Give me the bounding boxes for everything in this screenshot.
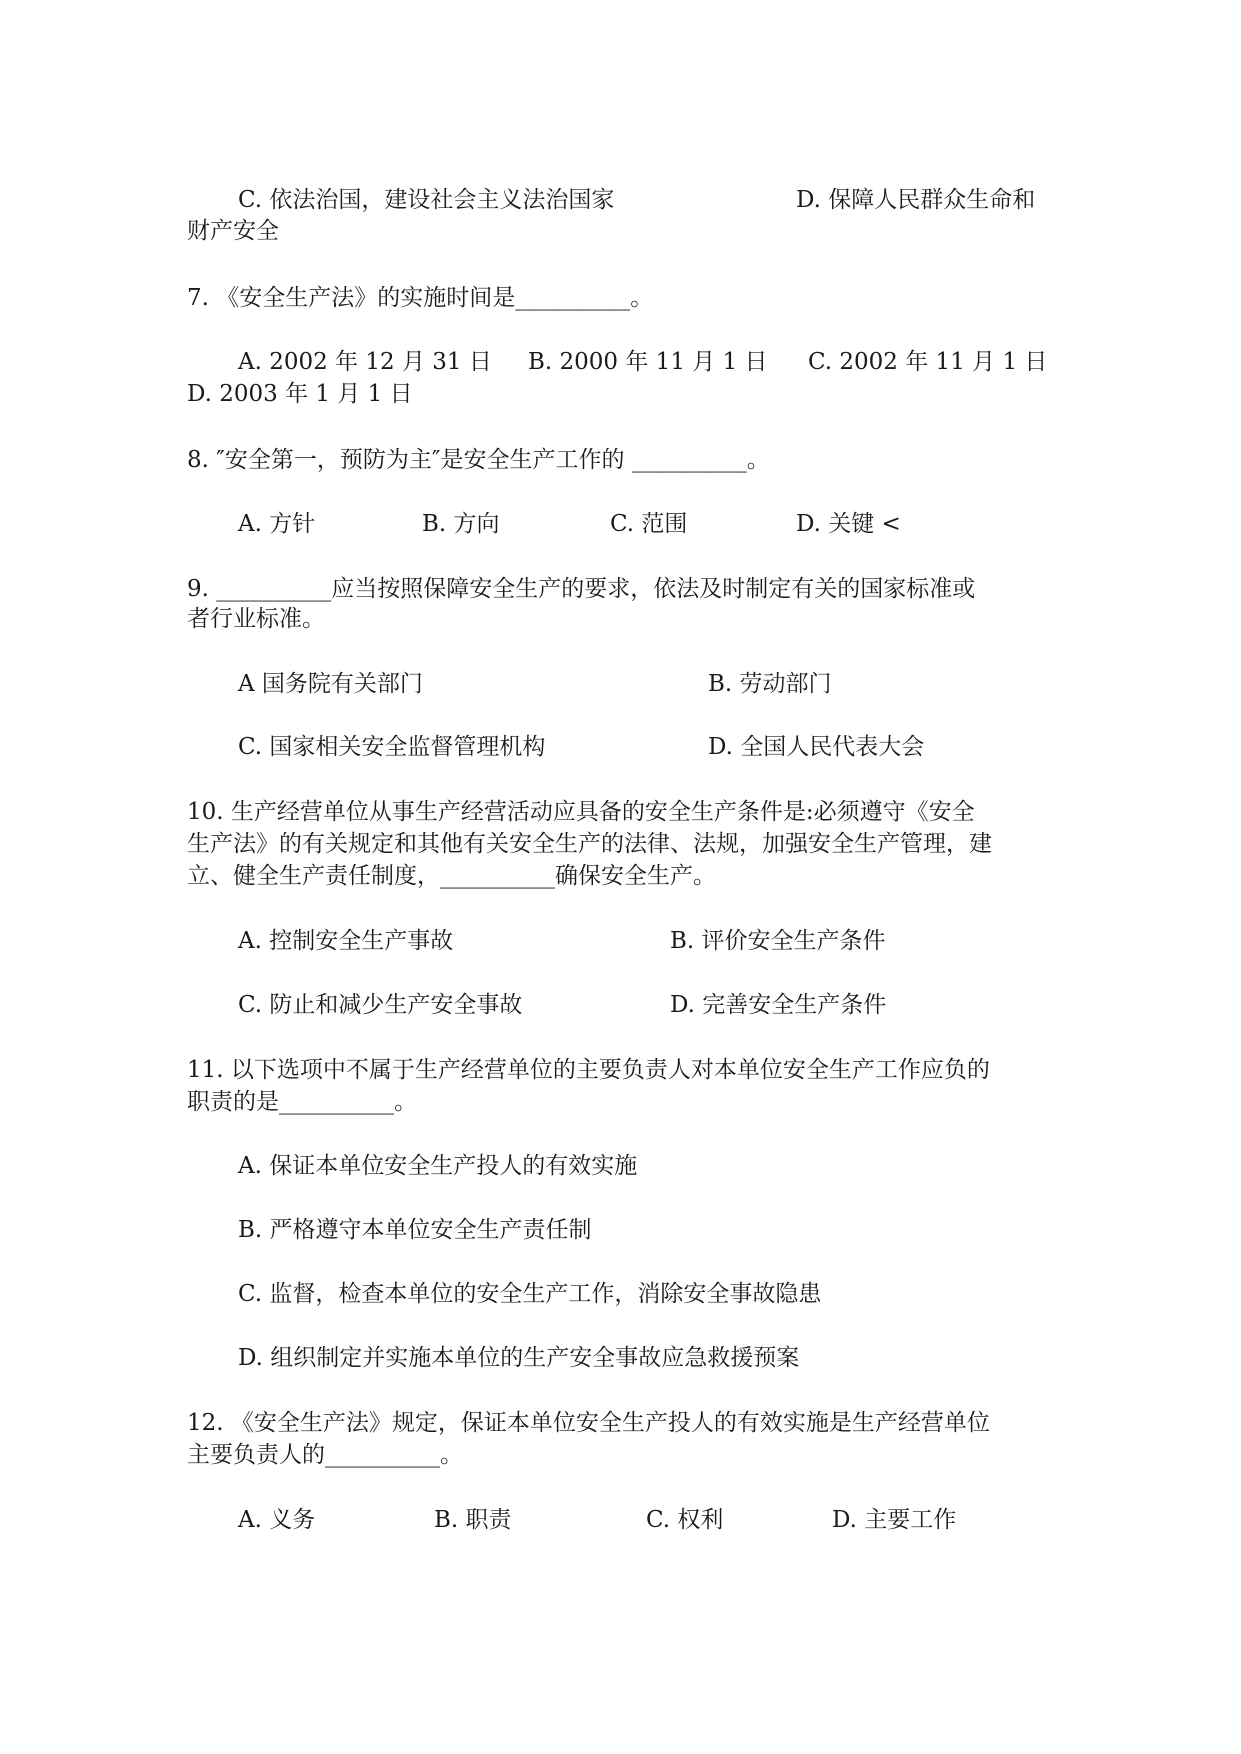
question-10: 10. 生产经营单位从事生产经营活动应具备的安全生产条件是:必须遵守《安全 <box>187 799 975 825</box>
q12-option-c: C. 权利 <box>646 1507 724 1533</box>
q10-option-b: B. 评价安全生产条件 <box>670 928 886 954</box>
q11-option-a: A. 保证本单位安全生产投人的有效实施 <box>238 1153 638 1179</box>
q12-option-a: A. 义务 <box>238 1507 316 1533</box>
question-8: 8. ″安全第一，预防为主″是安全生产工作的 __________。 <box>187 447 770 473</box>
question-7: 7. 《安全生产法》的实施时间是__________。 <box>187 285 654 311</box>
q8-option-b: B. 方向 <box>422 511 500 537</box>
question-12: 12. 《安全生产法》规定，保证本单位安全生产投人的有效实施是生产经营单位 <box>187 1410 990 1436</box>
question-12-cont: 主要负责人的__________。 <box>187 1442 463 1468</box>
question-10-cont-2: 立、健全生产责任制度，__________确保安全生产。 <box>187 863 716 889</box>
question-9: 9. __________应当按照保障安全生产的要求，依法及时制定有关的国家标准或 <box>187 576 976 602</box>
q12-option-b: B. 职责 <box>434 1507 512 1533</box>
q10-option-c: C. 防止和减少生产安全事故 <box>238 992 523 1018</box>
q10-option-a: A. 控制安全生产事故 <box>238 928 454 954</box>
q6-option-d: D. 保障人民群众生命和 <box>796 187 1036 213</box>
question-11-cont: 职责的是__________。 <box>187 1089 417 1115</box>
q8-option-d: D. 关键 < <box>796 511 901 537</box>
q9-option-d: D. 全国人民代表大会 <box>708 734 925 760</box>
q6-option-d-cont: 财产安全 <box>187 218 279 244</box>
q11-option-b: B. 严格遵守本单位安全生产责任制 <box>238 1217 592 1243</box>
question-10-cont-1: 生产法》的有关规定和其他有关安全生产的法律、法规，加强安全生产管理，建 <box>187 831 992 857</box>
q8-option-c: C. 范围 <box>610 511 688 537</box>
q9-option-a: A 国务院有关部门 <box>238 671 423 697</box>
q6-option-c: C. 依法治国，建设社会主义法治国家 <box>238 187 615 213</box>
q7-option-c: C. 2002 年 11 月 1 日 <box>808 349 1048 375</box>
q8-option-a: A. 方针 <box>238 511 316 537</box>
question-9-cont: 者行业标准。 <box>187 606 325 632</box>
q12-option-d: D. 主要工作 <box>832 1507 957 1533</box>
q11-option-c: C. 监督，检查本单位的安全生产工作，消除安全事故隐患 <box>238 1281 822 1307</box>
q7-option-a: A. 2002 年 12 月 31 日 <box>238 349 492 375</box>
q9-option-b: B. 劳动部门 <box>708 671 832 697</box>
q10-option-d: D. 完善安全生产条件 <box>670 992 887 1018</box>
q7-option-d: D. 2003 年 1 月 1 日 <box>187 381 413 407</box>
q9-option-c: C. 国家相关安全监督管理机构 <box>238 734 546 760</box>
q7-option-b: B. 2000 年 11 月 1 日 <box>528 349 768 375</box>
question-11: 11. 以下选项中不属于生产经营单位的主要负责人对本单位安全生产工作应负的 <box>187 1057 990 1083</box>
q11-option-d: D. 组织制定并实施本单位的生产安全事故应急救援预案 <box>238 1345 800 1371</box>
